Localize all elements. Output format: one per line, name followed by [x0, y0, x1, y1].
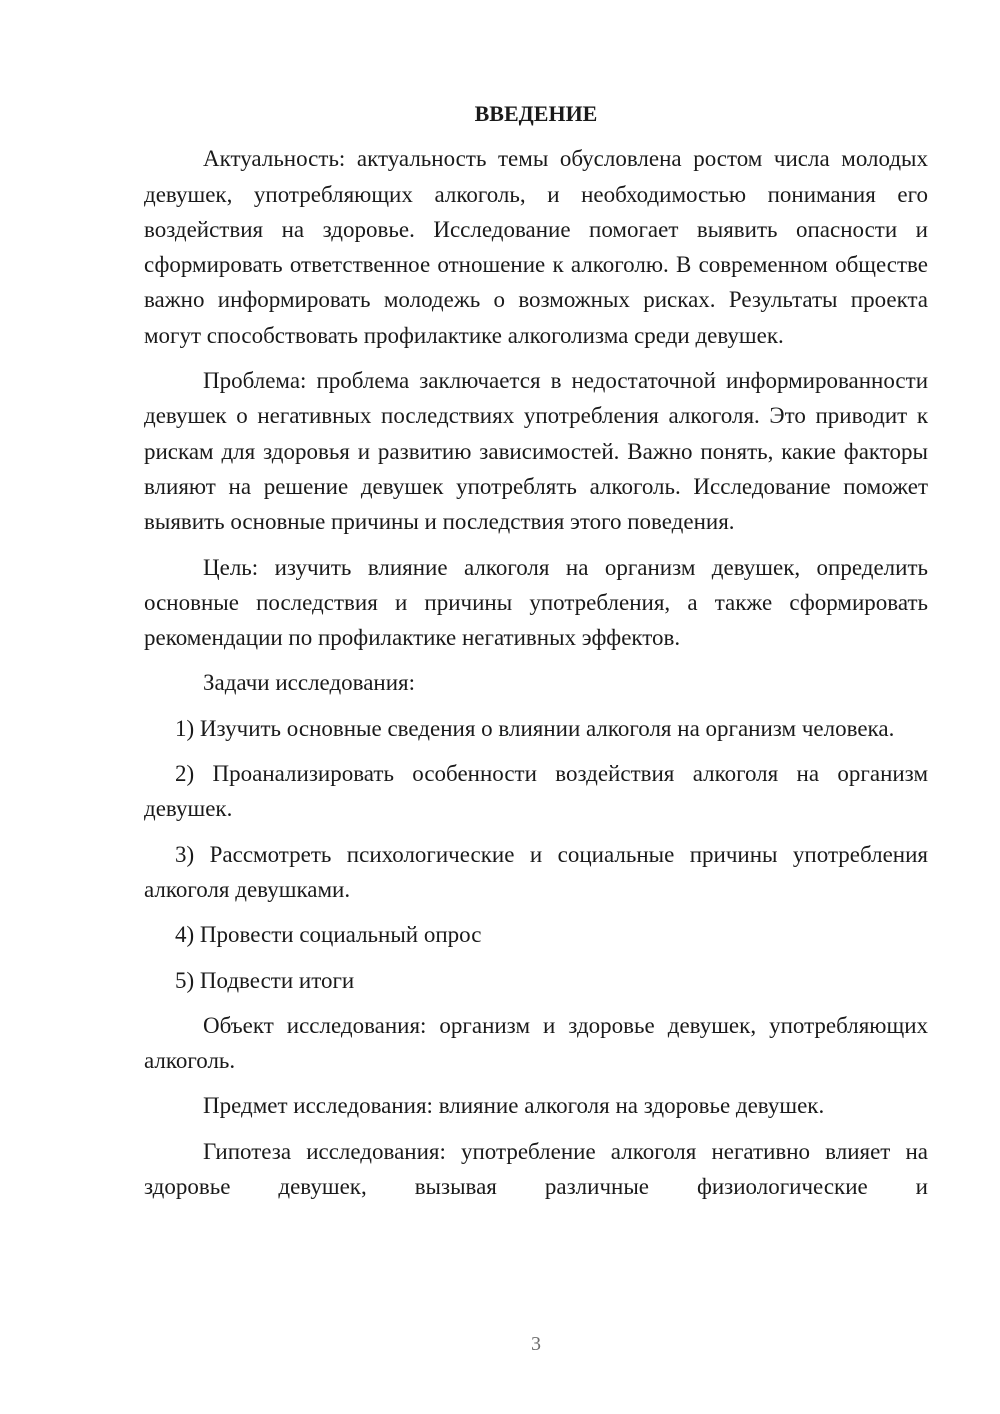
task-item-2: 2) Проанализировать особенности воздействия алкоголя на организм девушек.	[144, 761, 928, 822]
task-item-5: 5) Подвести итоги	[175, 967, 355, 993]
relevance-paragraph: Актуальность: актуальность темы обусловлена ростом числа молодых девушек, употребляющих алкоголь, и необходимостью понимания его воздействия на здоровье. Исследование помогает выявить опасности и сформировать ответственное отношение к алкоголю. В современном обществе важно информировать молодежь о возможных рисках. Результаты проекта могут способствовать профилактике алкоголизма среди девушек.	[144, 146, 928, 348]
tasks-heading: Задачи исследования:	[203, 670, 416, 696]
goal-paragraph: Цель: изучить влияние алкоголя на организм девушек, определить основные последствия и причины употребления, а также сформировать рекомендации по профилактике негативных эффектов.	[144, 554, 928, 651]
page-number: 3	[531, 1333, 541, 1355]
task-item-3: 3) Рассмотреть психологические и социальные причины употребления алкоголя девушками.	[144, 841, 928, 902]
section-heading: ВВЕДЕНИЕ	[474, 101, 598, 126]
page-body	[144, 96, 928, 1214]
task-item-4: 4) Провести социальный опрос	[175, 922, 482, 948]
subject-paragraph: Предмет исследования: влияние алкоголя на здоровье девушек.	[203, 1093, 825, 1119]
object-paragraph: Объект исследования: организм и здоровье девушек, употребляющих алкоголь.	[144, 1012, 928, 1074]
problem-paragraph: Проблема: проблема заключается в недостаточной информированности девушек о негативных последствиях употребления алкоголя. Это приводит к рискам для здоровья и развитию зависимостей. Важно понять, какие факторы влияют на решение девушек употреблять алкоголь. Исследование поможет выявить основные причины и последствия этого поведения.	[144, 368, 928, 535]
hypothesis-paragraph: Гипотеза исследования: употребление алкоголя негативно влияет на здоровье девушек, вызывая различные физиологические и	[144, 1138, 928, 1200]
task-item-1: 1) Изучить основные сведения о влиянии алкоголя на организм человека.	[175, 715, 895, 741]
